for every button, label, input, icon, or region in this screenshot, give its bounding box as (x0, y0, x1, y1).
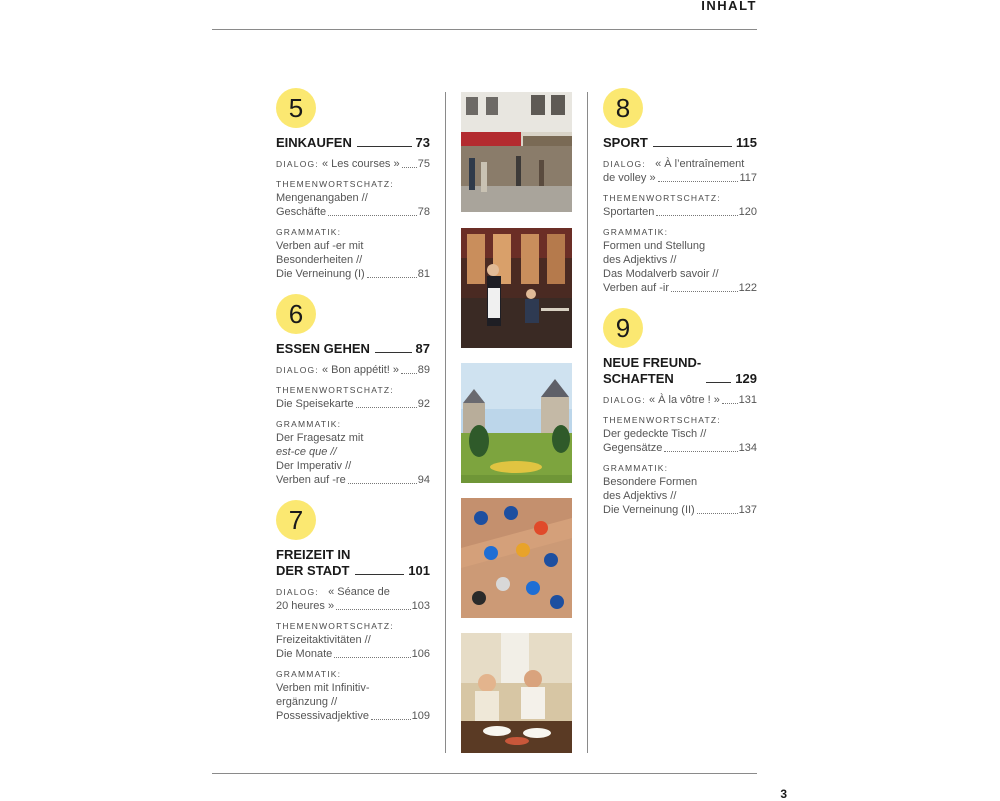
chapter-page: 87 (415, 341, 430, 356)
chapter-title-text: ESSEN GEHEN (276, 341, 370, 356)
entry-page: 81 (417, 268, 430, 280)
chapter-number-badge: 9 (603, 308, 643, 348)
chapter-number-badge: 5 (276, 88, 316, 128)
chapter-8 (603, 88, 757, 295)
entry-text: est-ce que // (276, 446, 337, 458)
entry-text: des Adjektivs // (603, 490, 677, 502)
toc-entry-vocabulary[interactable] (276, 383, 430, 411)
entry-label: THEMENWORTSCHATZ: (276, 179, 394, 189)
entry-text: ergänzung // (276, 696, 338, 708)
chapter-number-badge: 8 (603, 88, 643, 128)
chapter-title-text: FREIZEIT IN DER STADT (276, 547, 351, 578)
column-divider-right (587, 92, 588, 753)
chapter-6 (276, 294, 430, 487)
entry-text: Freizeitaktivitäten // (276, 634, 371, 646)
photo-paris-street (461, 92, 572, 212)
entry-label: THEMENWORTSCHATZ: (603, 193, 721, 203)
entry-text: Die Verneinung (I) (276, 268, 365, 280)
entry-page: 106 (411, 648, 430, 660)
entry-text: Der Imperativ // (276, 460, 352, 472)
chapter-title[interactable] (603, 355, 757, 387)
toc-entry-vocabulary[interactable] (603, 413, 757, 455)
entry-text: Die Monate (276, 648, 333, 660)
entry-label: THEMENWORTSCHATZ: (603, 415, 721, 425)
entry-page: 117 (739, 172, 757, 184)
entry-label: DIALOG: (276, 587, 319, 597)
entry-text: Geschäfte (276, 206, 327, 218)
entry-text: Der Fragesatz mit (276, 432, 364, 444)
entry-page: 78 (417, 206, 430, 218)
entry-text: Possessivadjektive (276, 710, 369, 722)
chapter-7 (276, 500, 430, 723)
toc-entry-dialog[interactable] (276, 157, 430, 171)
toc-entry-grammar[interactable] (276, 667, 430, 723)
toc-entry-grammar[interactable] (276, 225, 430, 281)
entry-page: 75 (417, 158, 430, 170)
chapter-title[interactable] (276, 547, 430, 579)
entry-page: 131 (738, 394, 757, 406)
entry-page: 137 (738, 504, 757, 516)
entry-label: THEMENWORTSCHATZ: (276, 385, 394, 395)
entry-text: Verben auf -ir (603, 282, 670, 294)
toc-entry-dialog[interactable] (603, 393, 757, 407)
entry-text: Die Verneinung (II) (603, 504, 695, 516)
entry-page: 134 (738, 442, 757, 454)
entry-page: 103 (411, 600, 430, 612)
top-divider (212, 29, 757, 30)
toc-entry-vocabulary[interactable] (276, 619, 430, 661)
chapter-title[interactable] (603, 135, 757, 151)
entry-label: GRAMMATIK: (276, 419, 342, 429)
entry-page: 109 (411, 710, 430, 722)
toc-entry-vocabulary[interactable] (603, 191, 757, 219)
entry-text: « Les courses » (321, 158, 400, 170)
chapter-5 (276, 88, 430, 281)
toc-entry-vocabulary[interactable] (276, 177, 430, 219)
entry-text: Verben auf -re (276, 474, 346, 486)
toc-entry-dialog[interactable] (276, 585, 430, 613)
entry-text: Mengenangaben // (276, 192, 368, 204)
entry-page: 94 (417, 474, 430, 486)
entry-label: DIALOG: (276, 159, 319, 169)
photo-city-park (461, 363, 572, 483)
entry-text: Verben mit Infinitiv- (276, 682, 370, 694)
entry-label: DIALOG: (603, 159, 646, 169)
chapter-title[interactable] (276, 341, 430, 357)
entry-text: Besondere Formen (603, 476, 698, 488)
entry-label: GRAMMATIK: (603, 463, 669, 473)
entry-text: Gegensätze (603, 442, 663, 454)
entry-text: Formen und Stellung (603, 240, 706, 252)
chapter-number-badge: 6 (276, 294, 316, 334)
entry-text: Das Modalverb savoir // (603, 268, 719, 280)
photo-cycling-race (461, 498, 572, 618)
entry-page: 120 (738, 206, 757, 218)
photo-friends-dinner (461, 633, 572, 753)
entry-text: 20 heures » (276, 600, 335, 612)
chapter-page: 115 (736, 135, 757, 150)
entry-text: « À la vôtre ! » (648, 394, 720, 406)
toc-column-right (603, 88, 757, 530)
entry-label: GRAMMATIK: (276, 669, 342, 679)
toc-entry-grammar[interactable] (603, 461, 757, 517)
entry-text: Sportarten (603, 206, 655, 218)
entry-page: 122 (738, 282, 757, 294)
entry-label: GRAMMATIK: (276, 227, 342, 237)
toc-entry-dialog[interactable] (276, 363, 430, 377)
section-title: INHALT (701, 0, 757, 13)
chapter-title-text: SPORT (603, 135, 648, 150)
chapter-title-text: EINKAUFEN (276, 135, 352, 150)
page-number: 3 (780, 787, 787, 801)
toc-entry-dialog[interactable] (603, 157, 757, 185)
chapter-page: 73 (415, 135, 430, 150)
entry-text: Die Speisekarte (276, 398, 354, 410)
chapter-page: 129 (735, 371, 757, 386)
toc-column-left (276, 88, 430, 736)
entry-text: « Séance de (328, 586, 390, 598)
column-divider-left (445, 92, 446, 753)
entry-text: « À l’entraînement (655, 158, 745, 170)
entry-label: THEMENWORTSCHATZ: (276, 621, 394, 631)
photo-cafe-waiter (461, 228, 572, 348)
entry-text: de volley » (603, 172, 656, 184)
toc-entry-grammar[interactable] (276, 417, 430, 487)
chapter-9 (603, 308, 757, 517)
entry-text: Besonderheiten // (276, 254, 363, 266)
chapter-page: 101 (408, 563, 430, 578)
chapter-title[interactable] (276, 135, 430, 151)
entry-label: DIALOG: (276, 365, 319, 375)
bottom-divider (212, 773, 757, 774)
chapter-title-text: NEUE FREUND- SCHAFTEN (603, 355, 702, 386)
toc-entry-grammar[interactable] (603, 225, 757, 295)
entry-page: 92 (417, 398, 430, 410)
entry-text: Der gedeckte Tisch // (603, 428, 707, 440)
entry-text: Verben auf -er mit (276, 240, 364, 252)
entry-label: GRAMMATIK: (603, 227, 669, 237)
entry-page: 89 (417, 364, 430, 376)
entry-text: « Bon appétit! » (321, 364, 400, 376)
entry-label: DIALOG: (603, 395, 646, 405)
entry-text: des Adjektivs // (603, 254, 677, 266)
chapter-number-badge: 7 (276, 500, 316, 540)
